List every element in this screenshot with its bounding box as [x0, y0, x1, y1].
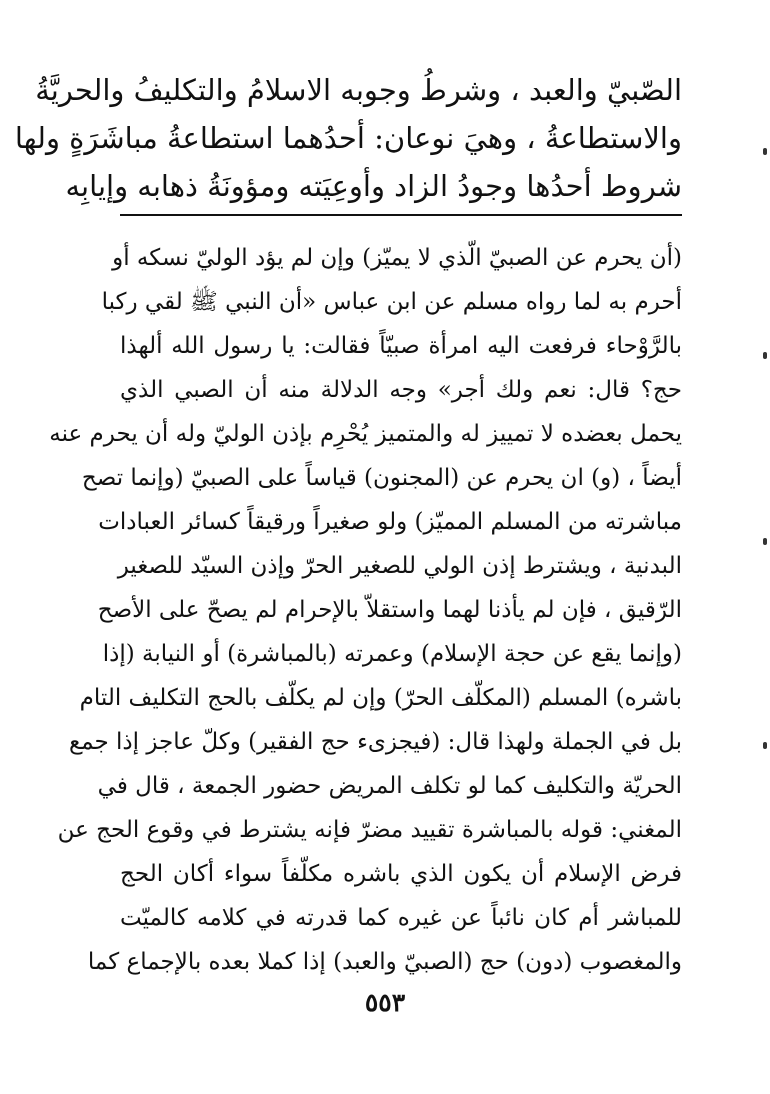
sharh-line: بالرَّوْحاء فرفعت اليه امرأة صبيّاً فقالت: يا رسول الله ألهذا: [120, 333, 682, 359]
sharh-line: الحريّة والتكليف كما لو تكلف المريض حضور الجمعة ، قال في: [97, 773, 682, 799]
sharh-line: (وإنما يقع عن حجة الإسلام) وعمرته (بالمباشرة) أو النيابة (إذا: [102, 641, 682, 667]
sharh-line: أيضاً ، (و) ان يحرم عن (المجنون) قياساً على الصبيّ (وإنما تصح: [81, 465, 682, 491]
separator-rule: [120, 214, 682, 216]
sharh-line: (أن يحرم عن الصبيّ الّذي لا يميّز) وإن لم يؤد الوليّ نسكه أو: [112, 245, 682, 271]
sharh-line: بل في الجملة ولهذا قال: (فيجزىء حج الفقير) وكلّ عاجز إذا جمع: [68, 729, 682, 755]
sharh-line: والمغصوب (دون) حج (الصبيّ والعبد) إذا كملا بعده بالإجماع كما: [87, 949, 682, 975]
margin-mark: [763, 148, 767, 155]
margin-mark: [763, 742, 767, 749]
margin-mark: [763, 352, 767, 359]
sharh-line: الرّقيق ، فإن لم يأذنا لهما واستقلاّ بالإحرام لم يصحّ على الأصح: [97, 597, 682, 623]
sharh-line: البدنية ، ويشترط إذن الولي للصغير الحرّ وإذن السيّد للصغير: [117, 553, 682, 579]
sharh-line: باشره) المسلم (المكلّف الحرّ) وإن لم يكلّف بالحج التكليف التام: [79, 685, 682, 711]
sharh-line: المغني: قوله بالمباشرة تقييد مضرّ فإنه يشترط في وقوع الحج عن: [57, 817, 682, 843]
matn-line: الصّبيّ والعبد ، وشرطُ وجوبه الاسلامُ والتكليفُ والحريَّةُ: [35, 73, 682, 107]
sharh-line: للمباشر أم كان نائباً عن غيره كما قدرته في كلامه كالميّت: [120, 905, 682, 931]
sharh-line: حج؟ قال: نعم ولك أجر» وجه الدلالة منه أن الصبي الذي: [120, 377, 682, 403]
sharh-line: يحمل بعضده لا تمييز له والمتميز يُحْرِم بإذن الوليّ وله أن يحرم عنه: [49, 421, 682, 447]
sharh-line: فرض الإسلام أن يكون الذي باشره مكلّفاً سواء أكان الحج: [120, 861, 682, 887]
matn-line: والاستطاعةُ ، وهيَ نوعان: أحدُهما استطاعةُ مباشَرَةٍ ولها: [14, 121, 682, 155]
sharh-line: أحرم به لما رواه مسلم عن ابن عباس «أن النبي ﷺ لقي ركبا: [101, 289, 682, 315]
margin-mark: [763, 538, 767, 545]
page-number: ٥٥٣: [364, 988, 406, 1017]
matn-line: شروط أحدُها وجودُ الزاد وأوعِيَته ومؤونَةُ ذهابه وإيابِه: [65, 169, 682, 203]
sharh-line: مباشرته من المسلم المميّز) ولو صغيراً ورقيقاً كسائر العبادات: [98, 509, 682, 535]
